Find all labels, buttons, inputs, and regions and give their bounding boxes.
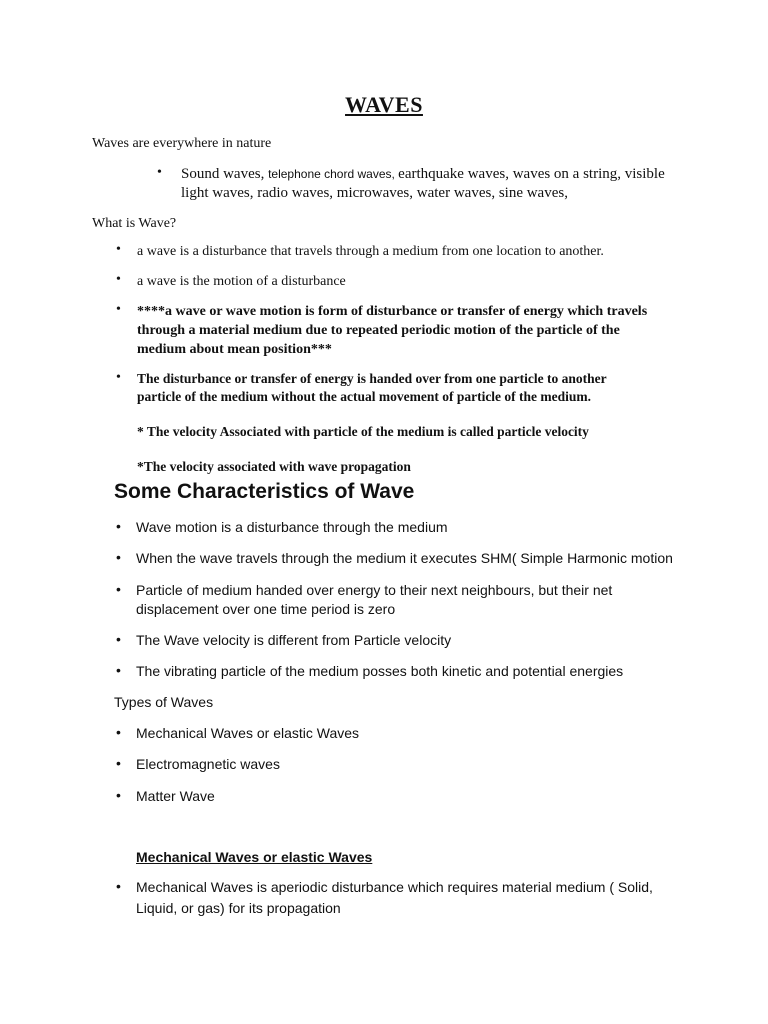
page-title: WAVES xyxy=(345,92,423,117)
characteristic-3-line-2: displacement over one time period is zero xyxy=(136,601,396,617)
bullet-icon: • xyxy=(116,370,121,385)
types-heading: Types of Waves xyxy=(114,694,214,710)
characteristic-2: When the wave travels through the medium it executes SHM( Simple Harmonic motion xyxy=(136,550,673,566)
examples-line-1 xyxy=(181,165,665,184)
bold-definition-line-2: through a material medium due to repeated periodic motion of the particle of the xyxy=(137,323,620,338)
bullet-icon: • xyxy=(116,302,121,317)
type-1: Mechanical Waves or elastic Waves xyxy=(136,725,360,741)
bullet-icon: • xyxy=(116,242,121,257)
bold-definition-line-1: ****a wave or wave motion is form of disturbance or transfer of energy which travels xyxy=(137,304,648,319)
mechanical-line-1: Mechanical Waves is aperiodic disturbance which requires material medium ( Solid, xyxy=(136,879,653,895)
bullet-icon: • xyxy=(116,755,121,771)
question-text: What is Wave? xyxy=(92,216,177,231)
definition-1: a wave is a disturbance that travels through a medium from one location to another. xyxy=(137,244,604,259)
examples-sound: Sound waves, xyxy=(181,166,269,182)
mechanical-heading: Mechanical Waves or elastic Waves xyxy=(136,849,373,865)
characteristic-4: The Wave velocity is different from Particle velocity xyxy=(136,632,452,648)
bullet-icon: • xyxy=(116,549,121,565)
examples-line-2: light waves, radio waves, microwaves, water waves, sine waves, xyxy=(181,185,568,201)
definition-2: a wave is the motion of a disturbance xyxy=(137,274,346,289)
examples-telephone: telephone chord waves, xyxy=(268,167,399,181)
bullet-icon: • xyxy=(116,581,121,597)
bullet-icon: • xyxy=(116,518,121,534)
bullet-icon: • xyxy=(116,662,121,678)
type-3: Matter Wave xyxy=(136,788,215,804)
intro-text: Waves are everywhere in nature xyxy=(92,136,272,151)
bullet-icon: • xyxy=(116,631,121,647)
bullet-icon: • xyxy=(157,165,162,180)
bullet-icon: • xyxy=(116,724,121,740)
transfer-line-2: particle of the medium without the actual movement of particle of the medium. xyxy=(137,389,592,404)
characteristic-5: The vibrating particle of the medium posses both kinetic and potential energies xyxy=(136,663,624,679)
wave-velocity-text: *The velocity associated with wave propagation xyxy=(137,459,411,474)
characteristic-1: Wave motion is a disturbance through the medium xyxy=(136,519,448,535)
bullet-icon: • xyxy=(116,272,121,287)
particle-velocity-text: * The velocity Associated with particle of the medium is called particle velocity xyxy=(137,424,589,439)
examples-earthquake: earthquake waves, waves on a string, visible xyxy=(398,166,665,182)
transfer-line-1: The disturbance or transfer of energy is handed over from one particle to another xyxy=(137,371,607,386)
type-2: Electromagnetic waves xyxy=(136,756,280,772)
bullet-icon: • xyxy=(116,787,121,803)
mechanical-line-2: Liquid, or gas) for its propagation xyxy=(136,900,341,916)
characteristics-heading: Some Characteristics of Wave xyxy=(114,480,415,503)
bullet-icon: • xyxy=(116,878,121,894)
characteristic-3-line-1: Particle of medium handed over energy to their next neighbours, but their net xyxy=(136,582,613,598)
bold-definition-line-3: medium about mean position*** xyxy=(137,342,332,357)
